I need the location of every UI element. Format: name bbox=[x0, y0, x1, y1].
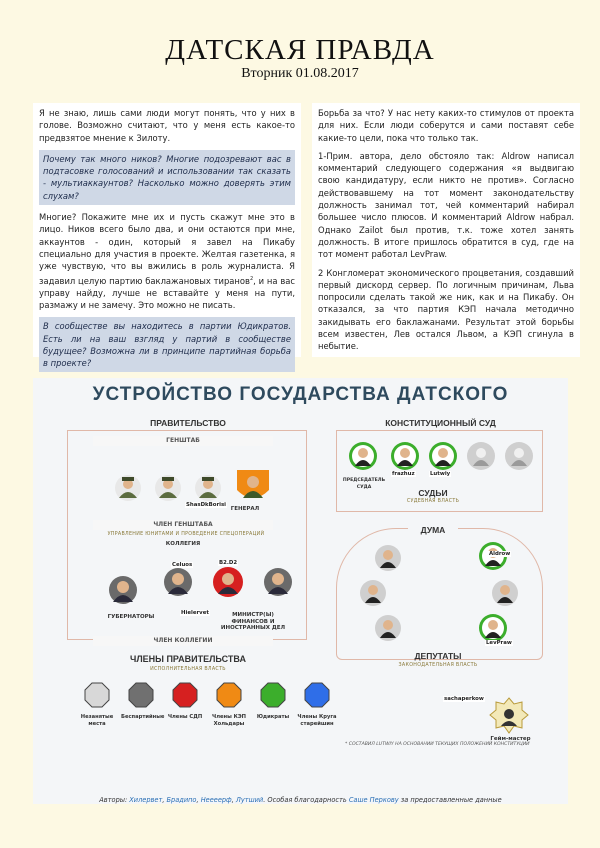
governors-label: ГУБЕРНАТОРЫ bbox=[107, 614, 155, 620]
genshtab-ribbon: ГЕНШТАБ bbox=[93, 436, 273, 446]
deputies-title: ДЕПУТАТЫ bbox=[414, 651, 462, 661]
author-link[interactable]: Брадипо bbox=[166, 796, 197, 804]
nick-aldrow: Aldrow bbox=[489, 551, 511, 557]
state-structure-infographic bbox=[33, 378, 568, 804]
judge-avatar bbox=[429, 442, 457, 470]
footnote-1: 1-Прим. автора, дело обстояло так: Aldrow написал комментарий следующего содержания «я выдвигаю свою кандидатуру, если никто не против». Согласно действовавшему на тот момент законодательству должность занимал тот, чей комментарий набирал большее число плюсов. И комментарий Aldrow набрал. Однако Zailot был против, т.к. тоже хотел занять должность. В итоге пришлось обратится в суд, где на тот момент работал LevPraw. bbox=[318, 150, 574, 260]
members-title: ЧЛЕНЫ ПРАВИТЕЛЬСТВА bbox=[130, 654, 246, 664]
legend-label: Члены КЭП Хольдары bbox=[212, 714, 246, 727]
government-title: ПРАВИТЕЛЬСТВО bbox=[150, 418, 226, 428]
nick-lutwiy: Lutwiy bbox=[430, 471, 451, 477]
governor-avatar bbox=[109, 576, 137, 604]
gm-nick: sachaperkow bbox=[444, 696, 484, 702]
issue-date: Вторник 01.08.2017 bbox=[241, 66, 359, 81]
nick-frazhuz: frazhuz bbox=[392, 471, 415, 477]
members-subtitle: ИСПОЛНИТЕЛЬНАЯ ВЛАСТЬ bbox=[150, 667, 226, 672]
ministers-label: МИНИСТР(Ы) ФИНАНСОВ И ИНОСТРАННЫХ ДЕЛ bbox=[220, 612, 286, 631]
legend-item bbox=[121, 682, 165, 721]
deputies-subtitle: ЗАКОНОДАТЕЛЬНАЯ ВЛАСТЬ bbox=[398, 663, 478, 668]
gm-label: Гейм-мастер bbox=[490, 736, 531, 742]
vacant-judge-avatar bbox=[505, 442, 533, 470]
answer-paragraph: Я не знаю, лишь сами люди могут понять, что у них в голове. Возможно считают, что у меня есть какое-то предвзятое мнение к Зилоту. bbox=[39, 108, 295, 143]
chair-avatar bbox=[349, 442, 377, 470]
author-link[interactable]: Неееерф bbox=[200, 796, 232, 804]
legend-label: Юдикраты bbox=[256, 714, 290, 720]
deputy-avatar bbox=[375, 545, 401, 571]
genshtab-subtitle: УПРАВЛЕНИЕ ЮНИТАМИ И ПРОВЕДЕНИЕ СПЕЦОПЕРАЦИЙ bbox=[107, 532, 265, 537]
duma-title: ДУМА bbox=[408, 525, 458, 535]
legend-label: Члены Круга старейшин bbox=[297, 714, 337, 727]
legend-label: Беспартийные bbox=[121, 714, 165, 720]
court-title: КОНСТИТУЦИОННЫЙ СУД bbox=[385, 418, 496, 428]
source-note: * СОСТАВИЛ LUTWIY НА ОСНОВАНИИ ТЕКУЩИХ ПОЛОЖЕНИЙ КОНСТИТУЦИИ bbox=[345, 742, 530, 747]
general-avatar bbox=[237, 470, 269, 498]
judges-title: СУДЬИ bbox=[418, 488, 448, 498]
general-label: ГЕНЕРАЛ bbox=[230, 506, 260, 512]
deputy-avatar bbox=[479, 614, 507, 642]
member-genshtab-ribbon: ЧЛЕН ГЕНШТАБА bbox=[93, 520, 273, 530]
deputy-avatar bbox=[492, 580, 518, 606]
author-link[interactable]: Хилервет bbox=[129, 796, 163, 804]
answer-paragraph: Борьба за что? У нас нету каких-то стимулов от проекта для них. Если люди соберутся и сами поставят себе какие-то цели, пока что только так. bbox=[318, 108, 574, 143]
credits-footer: Авторы: Хилервет, Брадипо, Неееерф, Лутший. Особая благодарность Саше Перкову за предоставленные данные bbox=[99, 796, 502, 804]
general-nick: ShasDkBorisi bbox=[186, 502, 227, 508]
footnote-2: 2 Конгломерат экономического процветания, создавший первый дискорд сервер. По логичным причинам, Льва попросили сделать такой же ник, как и на Пикабу. Он отказался, за что партия КЭП начала методично закидывать его баклажанами. Результат этой борьбы всем известен, Лев остался Львом, а КЭП сгинула в небытие. bbox=[318, 267, 574, 352]
nick-hielervet: Hielervet bbox=[181, 610, 209, 616]
legend-item bbox=[253, 682, 293, 721]
officer-avatar bbox=[115, 475, 141, 501]
collegium-avatar bbox=[164, 568, 192, 596]
duma-avatars bbox=[343, 538, 543, 648]
legend-label: Члены СДП bbox=[167, 714, 203, 720]
legend-swatch bbox=[128, 682, 154, 708]
deputy-avatar bbox=[360, 580, 386, 606]
officer-avatar bbox=[155, 475, 181, 501]
legend-item bbox=[297, 682, 337, 727]
legend-swatch bbox=[216, 682, 242, 708]
legend-item bbox=[165, 682, 205, 721]
legend-swatch bbox=[260, 682, 286, 708]
officer-avatar bbox=[195, 475, 221, 501]
nick-celuos: Celuos bbox=[172, 562, 193, 568]
judges-subtitle: СУДЕБНАЯ ВЛАСТЬ bbox=[406, 499, 460, 504]
minister-avatar bbox=[213, 567, 243, 597]
nick-levpraw: LevPraw bbox=[486, 640, 512, 646]
answer-paragraph: Многие? Покажите мне их и пусть скажут мне это в лицо. Ников всего было два, и они остаются при мне, аккаунтов - один, который я завел на Пикабу специально для участия в проекте. Желтая газетенка, я уже чувствую, что вы вжились в роль журналиста. Я задавил целую партию баклажановых тиранов$^2$, и на вас управу найду, лучше не вставайте у меня на пути, размажу и не замечу. Это можно не писать. bbox=[39, 212, 296, 310]
thanks-link[interactable]: Саше Перкову bbox=[348, 796, 399, 804]
legend-swatch bbox=[84, 682, 110, 708]
interview-question: В сообществе вы находитесь в партии Юдикратов. Есть ли на ваш взгляд у партий в сообществе будущее? Возможна ли в принципе партийная борьба в проекте? bbox=[39, 317, 295, 372]
game-master-icon bbox=[489, 696, 529, 736]
court-chair-label: ПРЕДСЕДАТЕЛЬ СУДА bbox=[342, 478, 386, 490]
member-collegium-ribbon: ЧЛЕН КОЛЛЕГИИ bbox=[93, 636, 273, 646]
deputy-avatar bbox=[375, 615, 401, 641]
footnote-ref: 2 bbox=[249, 275, 254, 282]
interview-question: Почему так много ников? Многие подозревают вас в подтасовке голосований и использовании так сказать - мультиаккаунтов? Насколько можно доверять этим слухам? bbox=[39, 150, 295, 205]
judge-avatar bbox=[391, 442, 419, 470]
vacant-judge-avatar bbox=[467, 442, 495, 470]
article-left-column bbox=[33, 103, 301, 369]
article-right-column bbox=[312, 103, 580, 357]
legend-label: Незанятые места bbox=[80, 714, 114, 727]
nick-b2d2: B2.D2 bbox=[219, 560, 238, 566]
author-link[interactable]: Лутший bbox=[235, 796, 264, 804]
legend-swatch bbox=[172, 682, 198, 708]
legend-swatch bbox=[304, 682, 330, 708]
collegium-title: КОЛЛЕГИЯ bbox=[165, 541, 201, 547]
minister-avatar bbox=[264, 568, 292, 596]
newspaper-title: ДАТСКАЯ ПРАВДА bbox=[165, 34, 435, 66]
legend-item bbox=[209, 682, 249, 727]
legend-item bbox=[77, 682, 117, 727]
infographic-title: УСТРОЙСТВО ГОСУДАРСТВА ДАТСКОГО bbox=[92, 384, 509, 405]
